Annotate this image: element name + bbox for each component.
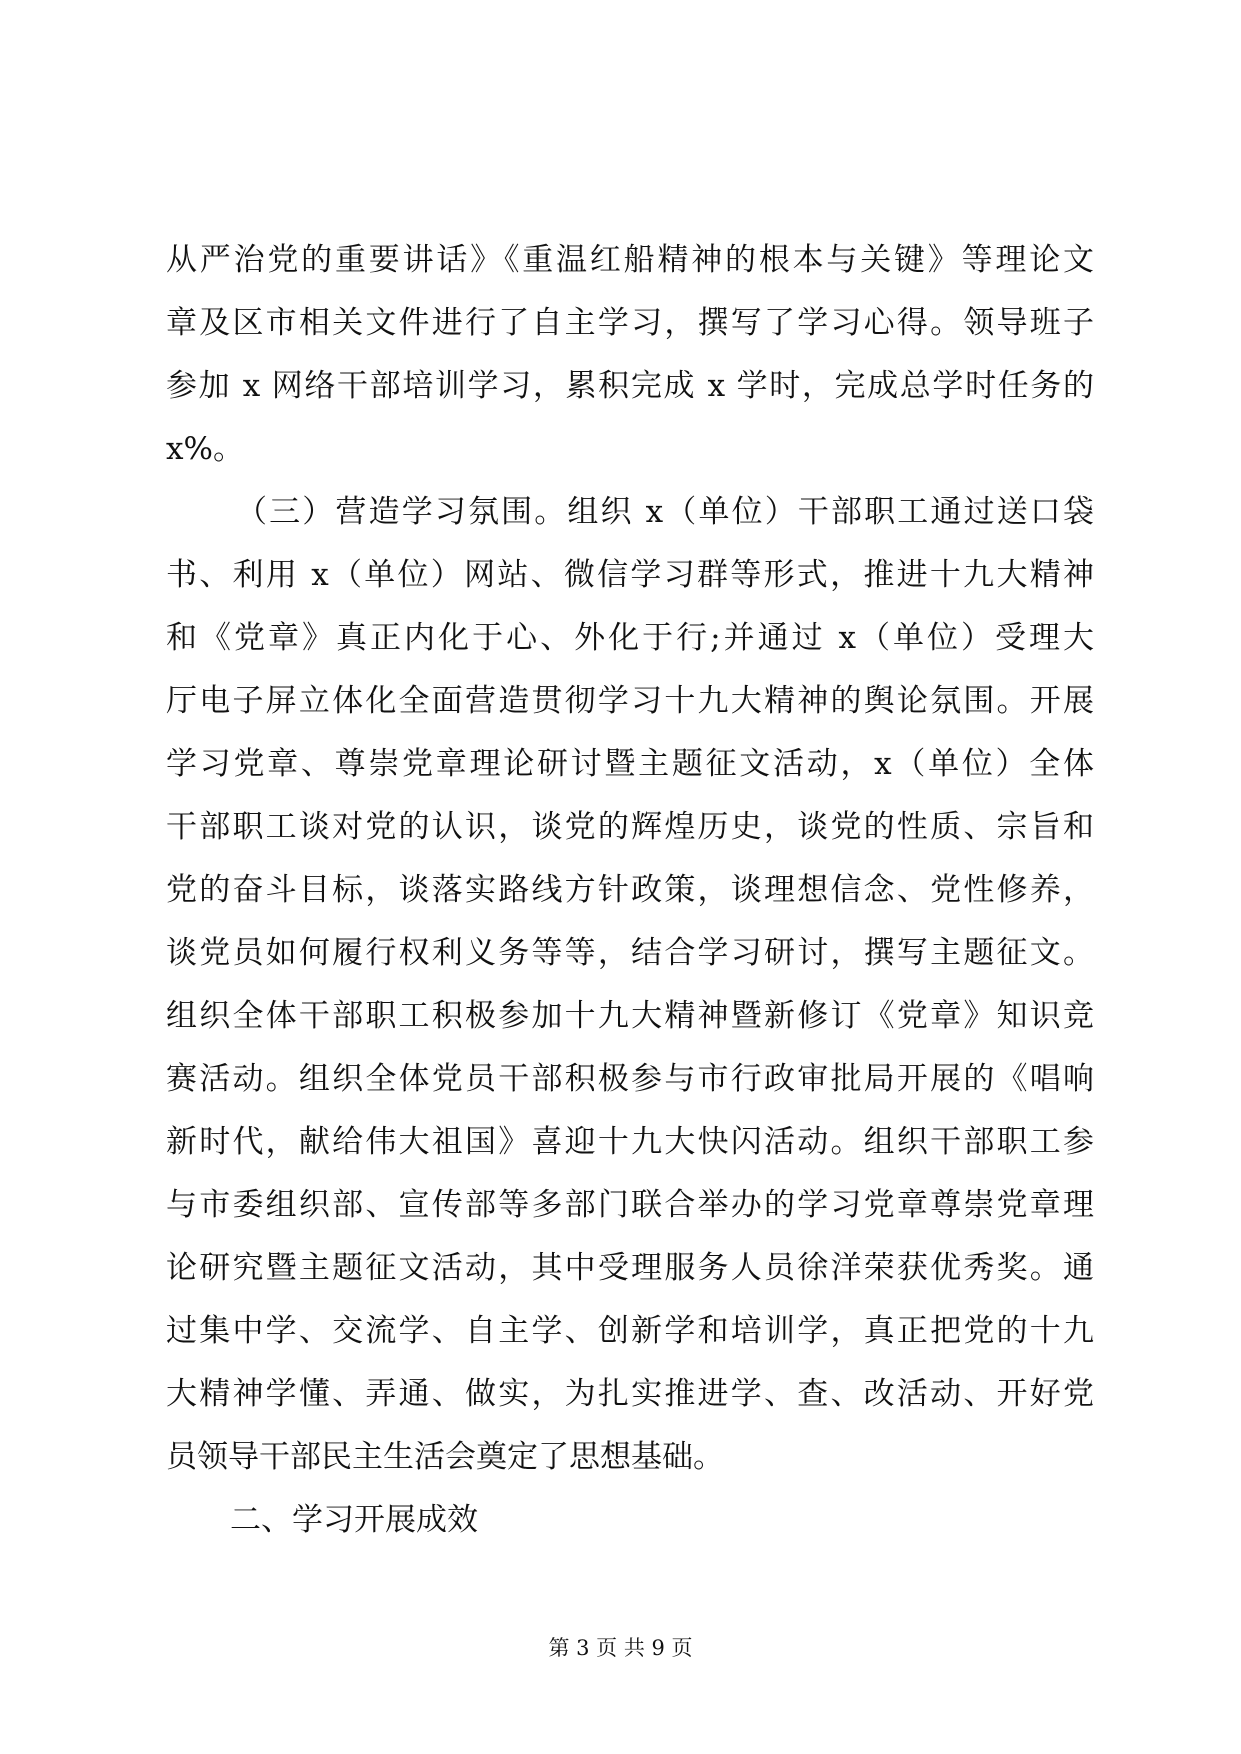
document-body — [166, 229, 1094, 1552]
page-footer: 第 3 页 共 9 页 — [548, 1636, 693, 1660]
text-line: 新时代，献给伟大祖国》喜迎十九大快闪活动。组织干部职工参 — [166, 1124, 1094, 1160]
paragraph-1 — [166, 229, 1094, 481]
text-line: （三）营造学习氛围。组织 x（单位）干部职工通过送口袋 — [236, 494, 1094, 530]
text-line: 论研究暨主题征文活动，其中受理服务人员徐洋荣获优秀奖。通 — [166, 1250, 1094, 1286]
text-line: 谈党员如何履行权利义务等等，结合学习研讨，撰写主题征文。 — [166, 935, 1094, 971]
text-line: 组织全体干部职工积极参加十九大精神暨新修订《党章》知识竞 — [166, 998, 1094, 1034]
section-heading: 二、学习开展成效 — [230, 1502, 478, 1538]
text-line: 书、利用 x（单位）网站、微信学习群等形式，推进十九大精神 — [166, 557, 1094, 593]
text-line: x%。 — [166, 431, 244, 467]
text-line: 厅电子屏立体化全面营造贯彻学习十九大精神的舆论氛围。开展 — [166, 683, 1094, 719]
text-line: 和《党章》真正内化于心、外化于行;并通过 x（单位）受理大 — [166, 620, 1094, 656]
text-line: 过集中学、交流学、自主学、创新学和培训学，真正把党的十九 — [166, 1313, 1094, 1349]
text-line: 从严治党的重要讲话》《重温红船精神的根本与关键》等理论文 — [166, 242, 1094, 278]
text-line: 参加 x 网络干部培训学习，累积完成 x 学时，完成总学时任务的 — [166, 368, 1094, 404]
text-line: 党的奋斗目标，谈落实路线方针政策，谈理想信念、党性修养， — [166, 872, 1094, 908]
paragraph-2 — [166, 481, 1094, 1489]
text-line: 与市委组织部、宣传部等多部门联合举办的学习党章尊崇党章理 — [166, 1187, 1094, 1223]
text-line: 干部职工谈对党的认识，谈党的辉煌历史，谈党的性质、宗旨和 — [166, 809, 1094, 845]
text-line: 赛活动。组织全体党员干部积极参与市行政审批局开展的《唱响 — [166, 1061, 1094, 1097]
text-line: 学习党章、尊崇党章理论研讨暨主题征文活动，x（单位）全体 — [166, 746, 1094, 782]
text-line: 员领导干部民主生活会奠定了思想基础。 — [166, 1439, 724, 1475]
text-line: 大精神学懂、弄通、做实，为扎实推进学、查、改活动、开好党 — [166, 1376, 1094, 1412]
text-line: 章及区市相关文件进行了自主学习，撰写了学习心得。领导班子 — [166, 305, 1094, 341]
